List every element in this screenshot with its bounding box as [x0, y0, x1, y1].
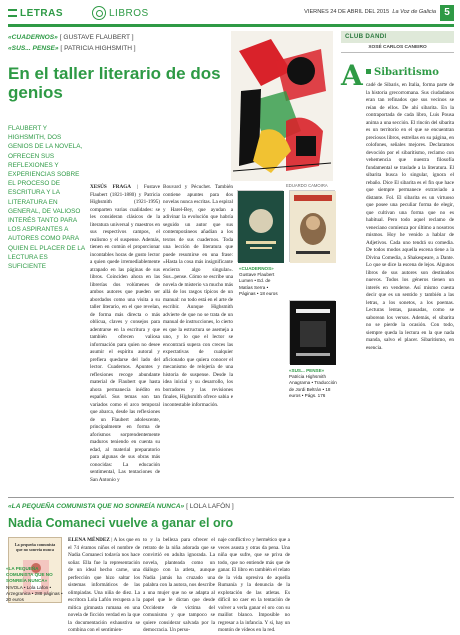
column-header-label: CLUB DANDI [345, 33, 387, 40]
column-title [366, 67, 454, 80]
book-title: «CUADERNOS» [239, 266, 274, 271]
book-cover-image [290, 191, 336, 263]
drop-cap: A [341, 59, 363, 92]
book-cover-cuadernos [237, 190, 283, 262]
section-header [8, 5, 454, 27]
article2-column-1 [68, 537, 140, 633]
book-cover-image [290, 301, 336, 365]
column-text: Bouvard y Pécuchet. También contiene apuntes para dos novelas nunca escritas. La espiral y Harel-Bey, que ayudan a adivinar la evolución que habría seguido un autor que sus contemporáneos añadían a los textos de sus cuadernos. Toda una lección de literatura que puede resumirse en una frase: «Hasta la cosa más insignificante encierra algo singular». Sus...pense. Cómo se escribe una novela de misterio va mucho más allá de los rasgos típicos de un manual: no todo está en el arte de escribir. Aunque Highsmith advierte de que no se trata de un manual de instrucciones, lo cierto es que la estructura se asemeja a uno, y lo que el lector se encontrará supera con creces las expectativas de cualquier aficionado que quiera conocer el mecanismo de relojería de una historia de suspense. Desde la idea inicial y su desarrollo, los borradores y las revisiones finales, Highsmith ofrece sabia e incontestable información. [163, 184, 233, 408]
column-text: | A los que en el 74 éramos niños el nombre de Nadia Comaneci todavía nos hace soñar. Ella fue la representación de un ideal hecho carne, una perfección que hizo saltar los sistemas informáticos de las olimpiadas. Una niña de diez. La escritora Lola Lafón recupera a la mítica gimnasta rumana en una novela de ficción verdad en la que la documentación exhaustiva se combina con el sentimien- [68, 537, 140, 633]
section-icon [92, 6, 106, 20]
article2-column-3: naje conflictivo y hermético que a veces asusta y otras da pena. Una niña que sufre, que se priva de todo, que no entiende más que de ganar. El libro en también el relato de la vida opresiva de aquella Rumanía y la denuncia de la explotación de las atletas. Es difícil no caer en la tentación de volver a verla ganar el oro con su maillot blanco. Imposible no regresar a la infancia. Y sí, hay un montón de vídeos en la red. [218, 537, 290, 633]
book-title: «LA PEQUEÑA COMUNISTA QUE NO SONREÍA NUNCA» [6, 566, 53, 584]
illustration-credit: EDUARDO CAMOIRA [286, 183, 328, 188]
column-header [341, 31, 454, 43]
page-number: 5 [440, 5, 454, 21]
kicker-comunista [8, 503, 234, 510]
book-details: NIVOLA • Lola Lafon • Arzegranica • 288 páginas • 20 euros [6, 584, 63, 603]
section-label: LIBROS [109, 8, 149, 19]
book-cover-suspense-2 [289, 300, 335, 364]
illustration-art [231, 31, 333, 181]
column-text: cadé de Sibaris, en Italia, forma parte de la historia grecorromana. Sus ciudadanos eran tan refinados que sus vecinos se reían de ellos. De ahí sibarita. En la contraportada de cada libro, Luis Pousa anima a una sección. El rincón del sibarita es un territorio en el que se encuentran preciosos libros, estrellas en su página, en colofones, señales mejores. Declaramos devoción por el sibaritismo, reclamo con vehemencia que nuestra filosofía fundamental se traslade a la literatura. El sibarita busca lo singular, ignora el rebaño. Dice El sibarita es el fin que hace que siempre permanece extraviado a distante. Fol. El sibarita es un virtuoso que posee una peculiar forma de elegir, que cultivan una forma que no es habitual. Pero todo aquel reclamo de veneciano comienza por último a nosotros mismos. Hoy he venido a hablar de Adjetivos. Cada uno tendrá su comedia. De todos modos aquella escena tiene a la Divina Comedia, a Shakespeare, a Dante. Lo que se dice la escena de lejos. Algunos libros de sus autores son destinados nuevos. Todos los géneros tienen un interés en venderse. Así mismo cuesta decir que es un sentido y también a las letras, a los sonetos, a los poemas. Lecturas lentas, pausadas, como se saborean los versos. Además, el sibarita no se pierde la ocasión. Con todo, siempre queda la lectura en la que nada manda, salvo el placer. Sibaritismo, en esencia. [366, 82, 454, 351]
kicker-author: [ LOLA LAFÓN ] [186, 503, 234, 510]
article-column-2 [163, 184, 233, 490]
brand-label: LETRAS [20, 8, 63, 19]
book-info-cuadernos [239, 266, 285, 297]
kicker-title: «LA PEQUEÑA COMUNISTA QUE NO SONREÍA NUNCA» [8, 503, 185, 510]
book-cover-title: La pequeña comunista que no sonreía nunca [14, 542, 56, 552]
menu-icon [8, 9, 17, 17]
column-title-text: Sibaritismo [374, 67, 439, 78]
article-column-1 [90, 184, 160, 490]
newspaper-name: La Voz de Galicia [392, 9, 436, 15]
book-title: «SUS... PENSE» [289, 368, 325, 373]
article-title: En el taller literario de dos genios [8, 64, 221, 102]
book-details: Lumen • Ed. de Matías Serra • Páginas • 18 euros [239, 278, 278, 296]
book-info-comunista [6, 566, 66, 603]
article2-column-2: to y la belleza para ofrecer el retrato de la niña adorada que se convirtió en adulta ignorada. La novela, planteada como un diálogo con la atleta, aunque Nadia jamás ha cruzado una palabra con la autora, nos describe a una mujer que no se adapta al papel que le dictan que desde Occidente de víctima del comunismo y que tampoco se quiere considerar salvada por la democracia. Un perso- [143, 537, 215, 633]
book-author: Gustave Flaubert [239, 272, 275, 278]
kicker-author: [ GUSTAVE FLAUBERT ] [59, 34, 134, 41]
column-text: | Fustave Flaubert (1821-1880) y Patricia Highsmith (1921-1995) comparten varias cualidades: se les consideran clásicos de la literatura universal y maestros en sus respectivos campos, el realismo y el suspense. Además, tienen en común el proporcionar incontables horas de gusto lector a quien quede irremediablemente atrapado en las páginas de sus libros. Coinciden ahora en las librerías dos volúmenes de ambos autores que pueden ser abordados como una visita a su taller literario, en el que revelan, de forma más directa o más oblicua, claves y consejos para adentrarse en la escritura y que también ofrecen valiosa información para quien no desee asumir el espíritu autoral y prefiera quedarse del lado del lector. Cuadernos. Apuntes y reflexiones recoge abundante material de Flaubert que hasta ahora permanecía inédito en español. Sus temas son tan variados como el arco temporal que abarca, desde las reflexiones de un Flaubert adolescente, principalmente en forma de aforismos sorprendentemente maduros teniendo en cuenta su edad, al material preparatorio para algunas de sus obras más conocidas: La educación sentimental, Las tentaciones de San Antonio y [90, 184, 160, 483]
illustration [231, 31, 333, 181]
book-author: Patricia Highsmith [289, 374, 327, 380]
byline: XESÚS FRAGA [90, 184, 132, 190]
kicker-title: «SUS... PENSE» [8, 45, 59, 52]
column-author: XOSÉ CARLOS CANEIRO [341, 45, 454, 53]
book-info-suspense [289, 368, 337, 399]
kicker-title: «CUADERNOS» [8, 34, 58, 41]
date-text: VIERNES 24 DE ABRIL DEL 2015 [304, 9, 390, 15]
kicker-cuadernos [8, 34, 134, 41]
header-date [304, 9, 436, 15]
book-cover-suspense [289, 190, 335, 262]
section-brand [8, 8, 63, 19]
article-title: Nadia Comaneci vuelve a ganar el oro [8, 516, 234, 530]
kicker-suspense [8, 45, 136, 52]
byline: ELENA MÉNDEZ [68, 537, 110, 543]
article-lead: FLAUBERT Y HIGHSMITH, DOS GENIOS DE LA NOVELA, OFRECEN SUS REFLEXIONES Y EXPERIENCIAS SOBRE EL PROCESO DE ESCRITURA Y LA LITERATURA EN GENERAL, DE VALIOSO INTERÉS TANTO PARA LOS ASPIRANTES A AUTORES COMO PARA QUIEN EL PLACER DE LA LECTURA ES SUFICIENTE [8, 125, 85, 271]
book-cover-image [238, 191, 284, 263]
book-details: Anagrama • Traducción de Jordi Beltrán • 18 euros • Págs. 176 [289, 380, 337, 398]
divider [8, 497, 454, 498]
kicker-author: [ PATRICIA HIGHSMITH ] [60, 45, 136, 52]
